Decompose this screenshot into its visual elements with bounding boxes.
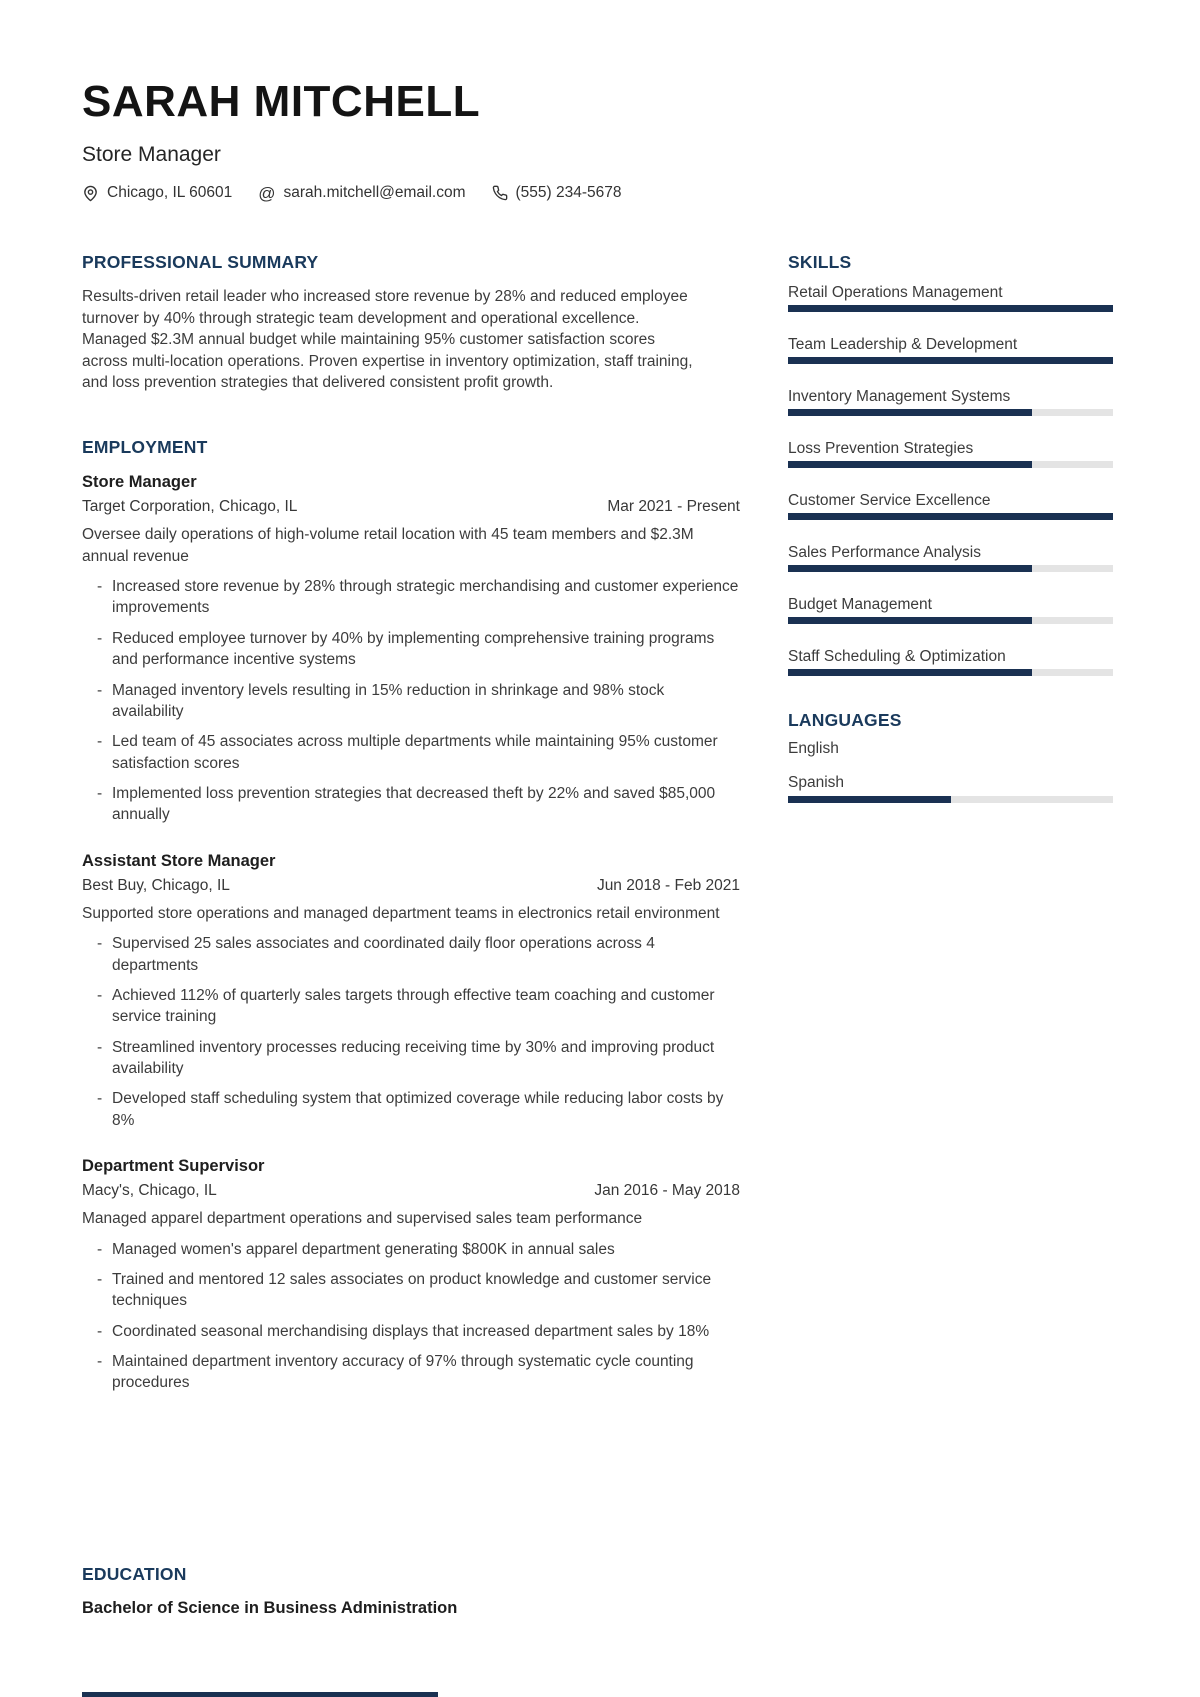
skill-label: Inventory Management Systems bbox=[788, 388, 1011, 406]
skill-bar-track bbox=[788, 409, 1113, 416]
bullet-item bbox=[82, 680, 740, 723]
candidate-job-title: Store Manager bbox=[82, 143, 221, 167]
job-meta bbox=[82, 877, 740, 895]
bullet-item bbox=[82, 1351, 740, 1394]
bullet-text: Streamlined inventory processes reducing receiving time by 30% and improving product availability bbox=[112, 1038, 715, 1078]
bullet-item bbox=[82, 1269, 740, 1312]
job-meta bbox=[82, 1182, 740, 1200]
skill-bar-fill bbox=[788, 461, 1032, 468]
bullet-dash: - bbox=[97, 629, 103, 647]
bullet-item bbox=[82, 576, 740, 619]
sidebar-column bbox=[788, 202, 1113, 1617]
skill-item bbox=[788, 594, 1113, 624]
summary-section bbox=[82, 252, 740, 393]
languages-section bbox=[788, 710, 1113, 803]
bullet-item bbox=[82, 1321, 740, 1342]
skill-bar-track bbox=[788, 565, 1113, 572]
skill-item bbox=[788, 282, 1113, 312]
skill-item bbox=[788, 386, 1113, 416]
skill-label: Sales Performance Analysis bbox=[788, 544, 981, 562]
bullet-text: Managed inventory levels resulting in 15% reduction in shrinkage and 98% stock availability bbox=[112, 681, 665, 720]
skill-bar-track bbox=[788, 305, 1113, 312]
bullet-dash: - bbox=[97, 1038, 103, 1056]
content-columns bbox=[82, 202, 1113, 1617]
job-dates: Jan 2016 - May 2018 bbox=[594, 1182, 740, 1200]
summary-heading: PROFESSIONAL SUMMARY bbox=[82, 252, 319, 273]
skill-bar-fill bbox=[788, 669, 1032, 676]
language-label: English bbox=[788, 740, 839, 758]
job-company: Best Buy, Chicago, IL bbox=[82, 876, 230, 894]
languages-heading: LANGUAGES bbox=[788, 710, 902, 731]
skill-item bbox=[788, 542, 1113, 572]
job-bullets bbox=[82, 933, 740, 1131]
skill-bar-fill bbox=[788, 513, 1113, 520]
skill-bar-track bbox=[788, 461, 1113, 468]
job-title: Department Supervisor bbox=[82, 1157, 265, 1176]
skill-item bbox=[788, 438, 1113, 468]
bullet-dash: - bbox=[97, 578, 103, 596]
job-description: Managed apparel department operations and supervised sales team performance bbox=[82, 1210, 643, 1228]
email-at-icon: @ bbox=[258, 183, 276, 203]
skill-bar-track bbox=[788, 513, 1113, 520]
job-bullets bbox=[82, 1239, 740, 1394]
bullet-dash: - bbox=[97, 681, 103, 699]
bullet-item bbox=[82, 1088, 740, 1131]
job-meta bbox=[82, 498, 740, 516]
phone-icon bbox=[492, 185, 508, 201]
bullet-item bbox=[82, 933, 740, 976]
skill-label: Loss Prevention Strategies bbox=[788, 440, 974, 458]
contact-location bbox=[82, 184, 232, 202]
job-entry bbox=[82, 473, 740, 826]
bullet-text: Trained and mentored 12 sales associates on product knowledge and customer service techniques bbox=[112, 1270, 712, 1310]
bullet-dash: - bbox=[97, 1322, 103, 1340]
job-dates: Jun 2018 - Feb 2021 bbox=[596, 876, 740, 894]
skill-bar-track bbox=[788, 357, 1113, 364]
bullet-text: Supervised 25 sales associates and coordinated daily floor operations across 4 departments bbox=[112, 935, 655, 974]
skill-bar-fill bbox=[788, 357, 1113, 364]
bullet-text: Maintained department inventory accuracy of 97% through systematic cycle counting procedures bbox=[112, 1353, 694, 1392]
bullet-dash: - bbox=[97, 935, 103, 953]
skill-bar-fill bbox=[788, 617, 1032, 624]
bullet-text: Reduced employee turnover by 40% by implementing comprehensive training programs and performance incentive systems bbox=[112, 629, 715, 669]
skill-label: Budget Management bbox=[788, 596, 932, 614]
bullet-text: Increased store revenue by 28% through strategic merchandising and customer experience improvements bbox=[112, 578, 739, 617]
bullet-item bbox=[82, 731, 740, 774]
bullet-dash: - bbox=[97, 785, 103, 803]
bullet-item bbox=[82, 1239, 740, 1260]
education-heading: EDUCATION bbox=[82, 1563, 187, 1584]
job-company: Macy's, Chicago, IL bbox=[82, 1182, 217, 1200]
job-entry bbox=[82, 852, 740, 1131]
skill-label: Customer Service Excellence bbox=[788, 492, 991, 510]
job-dates: Mar 2021 - Present bbox=[607, 498, 740, 516]
skill-bar-track bbox=[788, 617, 1113, 624]
bullet-dash: - bbox=[97, 1090, 103, 1108]
bullet-dash: - bbox=[97, 986, 103, 1004]
employment-section bbox=[82, 437, 740, 1394]
skill-item bbox=[788, 490, 1113, 520]
job-description: Supported store operations and managed department teams in electronics retail environment bbox=[82, 904, 720, 922]
language-bar-fill bbox=[788, 796, 951, 803]
job-title: Assistant Store Manager bbox=[82, 851, 276, 870]
job-description: Oversee daily operations of high-volume retail location with 45 team members and $2.3M annual revenue bbox=[82, 526, 694, 565]
bullet-dash: - bbox=[97, 1353, 103, 1371]
bullet-text: Implemented loss prevention strategies that decreased theft by 22% and saved $85,000 annually bbox=[112, 785, 716, 824]
location-pin-icon bbox=[82, 185, 99, 202]
bullet-item bbox=[82, 783, 740, 826]
resume-header bbox=[82, 78, 1113, 202]
skill-label: Team Leadership & Development bbox=[788, 336, 1018, 354]
employment-heading: EMPLOYMENT bbox=[82, 437, 208, 458]
candidate-name: SARAH MITCHELL bbox=[82, 77, 481, 126]
language-item bbox=[788, 772, 1113, 803]
skill-bar-fill bbox=[788, 409, 1032, 416]
job-title: Store Manager bbox=[82, 473, 197, 492]
bullet-text: Developed staff scheduling system that optimized coverage while reducing labor costs by 8% bbox=[112, 1090, 724, 1129]
phone-text: (555) 234-5678 bbox=[515, 184, 622, 202]
summary-text: Results-driven retail leader who increased store revenue by 28% and reduced employee turnover by 40% through strategic team development and operational excellence. Managed $2.3M annual budget while maintaining 95% customer satisfaction scores across multi-location operations. Proven expertise in inventory optimization, staff training, and loss prevention strategies that delivered consistent profit growth. bbox=[82, 288, 693, 391]
main-column bbox=[82, 202, 740, 1617]
skills-section bbox=[788, 252, 1113, 676]
skill-label: Retail Operations Management bbox=[788, 284, 1003, 302]
bullet-text: Coordinated seasonal merchandising displays that increased department sales by 18% bbox=[112, 1322, 710, 1340]
bullet-dash: - bbox=[97, 1270, 103, 1288]
job-bullets bbox=[82, 576, 740, 826]
education-degree: Bachelor of Science in Business Administration bbox=[82, 1598, 458, 1617]
bullet-text: Achieved 112% of quarterly sales targets through effective team coaching and customer service training bbox=[112, 986, 715, 1026]
language-label: Spanish bbox=[788, 774, 845, 792]
bullet-text: Managed women's apparel department generating $800K in annual sales bbox=[112, 1240, 615, 1258]
location-text: Chicago, IL 60601 bbox=[107, 184, 233, 202]
bullet-dash: - bbox=[97, 733, 103, 751]
job-entry bbox=[82, 1157, 740, 1394]
education-underline bbox=[82, 1692, 438, 1697]
email-text: sarah.mitchell@email.com bbox=[283, 184, 466, 202]
skill-item bbox=[788, 646, 1113, 676]
bullet-item bbox=[82, 985, 740, 1028]
language-bar-track bbox=[788, 796, 1113, 803]
language-item bbox=[788, 738, 1113, 759]
bullet-item bbox=[82, 628, 740, 671]
skill-bar-fill bbox=[788, 565, 1032, 572]
skill-bar-fill bbox=[788, 305, 1113, 312]
education-section bbox=[82, 1564, 740, 1618]
bullet-text: Led team of 45 associates across multiple departments while maintaining 95% customer satisfaction scores bbox=[112, 733, 718, 772]
skill-bar-track bbox=[788, 669, 1113, 676]
contact-row bbox=[82, 184, 1113, 202]
bullet-item bbox=[82, 1037, 740, 1080]
contact-email bbox=[258, 184, 465, 202]
contact-phone bbox=[492, 184, 622, 202]
skill-label: Staff Scheduling & Optimization bbox=[788, 648, 1006, 666]
skills-heading: SKILLS bbox=[788, 252, 852, 273]
bullet-dash: - bbox=[97, 1240, 103, 1258]
skill-item bbox=[788, 334, 1113, 364]
job-company: Target Corporation, Chicago, IL bbox=[82, 498, 298, 516]
